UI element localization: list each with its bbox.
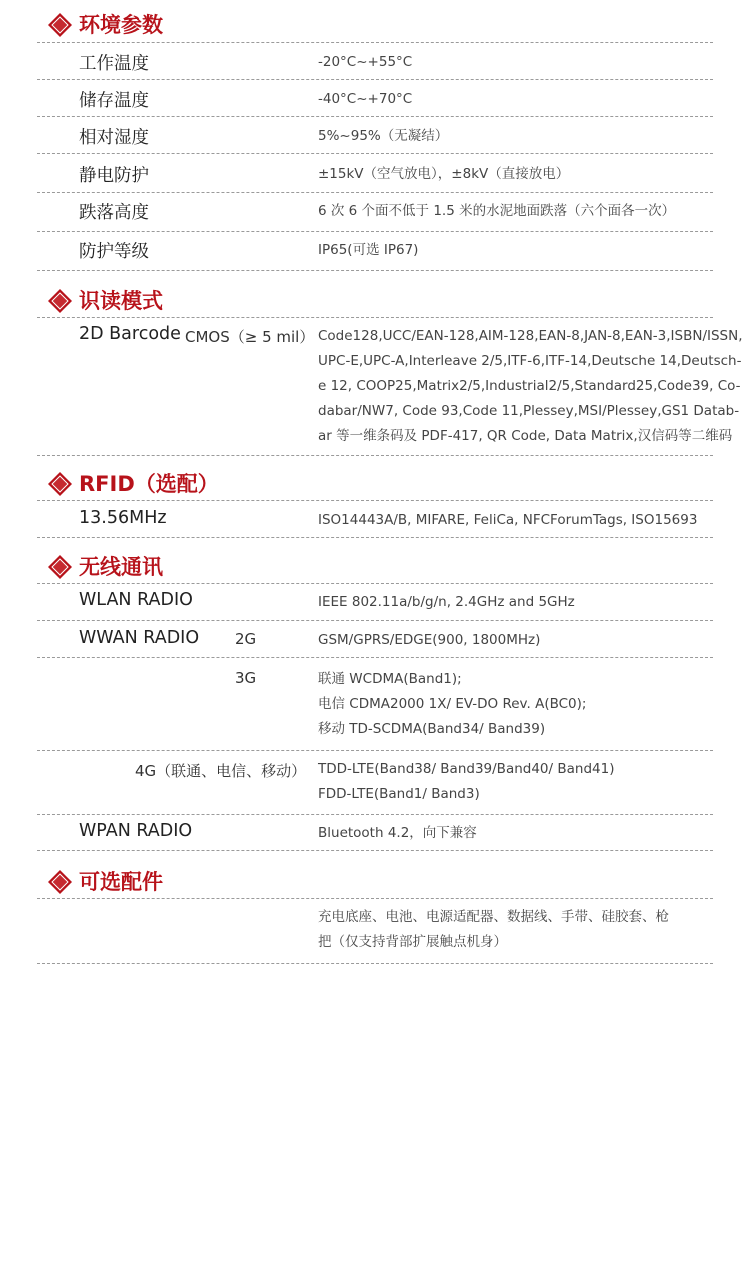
section-header-environment — [37, 12, 713, 52]
spec-label: WWAN RADIO — [79, 628, 200, 648]
spec-label: WPAN RADIO — [79, 821, 193, 841]
spec-value: IP65(可选 IP67) — [318, 242, 419, 258]
section-header-rfid — [37, 471, 713, 511]
value-line: Code128,UCC/EAN-128,AIM-128,EAN-8,JAN-8,EAN-3,ISBN/ISSN, — [318, 328, 743, 344]
divider — [37, 850, 713, 851]
spec-value: 6 次 6 个面不低于 1.5 米的水泥地面跌落（六个面各一次） — [318, 203, 676, 219]
diamond-icon — [47, 288, 73, 314]
diamond-icon — [47, 554, 73, 580]
divider — [37, 231, 713, 232]
spec-row — [37, 48, 713, 78]
section-header-accessories — [37, 869, 713, 909]
value-line: TDD-LTE(Band38/ Band39/Band40/ Band41) — [318, 761, 615, 777]
spec-sublabel: 2G — [235, 630, 257, 648]
spec-row — [37, 588, 713, 618]
spec-value: Bluetooth 4.2，向下兼容 — [318, 825, 477, 841]
divider — [37, 500, 713, 501]
spec-row — [37, 197, 713, 227]
spec-label: 13.56MHz — [79, 508, 167, 528]
spec-value: -20°C~+55°C — [318, 54, 413, 70]
spec-value — [318, 757, 718, 807]
spec-label: 相对湿度 — [79, 128, 149, 148]
spec-row — [37, 666, 713, 746]
section-title: 可选配件 — [79, 870, 163, 894]
value-line: FDD-LTE(Band1/ Band3) — [318, 786, 480, 802]
spec-label: 跌落高度 — [79, 203, 149, 223]
value-line: 充电底座、电池、电源适配器、数据线、手带、硅胶套、枪 — [318, 909, 669, 925]
value-line: UPC-E,UPC-A,Interleave 2/5,ITF-6,ITF-14,Deutsche 14,Deutsch- — [318, 353, 742, 369]
value-line: ar 等一维条码及 PDF-417, QR Code, Data Matrix,汉信码等二维码 — [318, 428, 733, 444]
divider — [37, 455, 713, 456]
spec-label: 工作温度 — [79, 54, 149, 74]
spec-row — [37, 506, 713, 536]
spec-row — [37, 756, 713, 811]
spec-value: ±15kV（空气放电），±8kV（直接放电） — [318, 166, 570, 182]
spec-row — [37, 626, 713, 656]
spec-value — [318, 324, 743, 449]
section-title: 识读模式 — [79, 289, 163, 313]
spec-value: ISO14443A/B, MIFARE, FeliCa, NFCForumTags, ISO15693 — [318, 512, 698, 528]
diamond-icon — [47, 869, 73, 895]
value-line: 联通 WCDMA(Band1); — [318, 671, 462, 687]
spec-label: 防护等级 — [79, 242, 149, 262]
spec-row — [37, 122, 713, 152]
spec-value: GSM/GPRS/EDGE(900, 1800MHz) — [318, 632, 541, 648]
spec-row — [37, 236, 713, 266]
spec-row — [37, 160, 713, 190]
spec-sublabel: 3G — [235, 669, 257, 687]
divider — [37, 898, 713, 899]
spec-label: 静电防护 — [79, 166, 149, 186]
spec-value — [318, 905, 718, 955]
section-title: 无线通讯 — [79, 555, 163, 579]
divider — [37, 116, 713, 117]
spec-sublabel: CMOS（≥ 5 mil） — [185, 328, 315, 346]
divider — [37, 79, 713, 80]
divider — [37, 657, 713, 658]
spec-row — [37, 905, 713, 960]
spec-value: IEEE 802.11a/b/g/n, 2.4GHz and 5GHz — [318, 594, 575, 610]
spec-value: 5%~95%（无凝结） — [318, 128, 449, 144]
spec-label: 2D Barcode — [79, 324, 181, 344]
spec-sublabel: 4G（联通、电信、移动） — [135, 762, 307, 780]
spec-row — [37, 819, 713, 849]
spec-row — [37, 322, 743, 452]
divider — [37, 317, 713, 318]
divider — [37, 963, 713, 964]
diamond-icon — [47, 12, 73, 38]
spec-value — [318, 667, 718, 742]
divider — [37, 814, 713, 815]
spec-row — [37, 85, 713, 115]
divider — [37, 270, 713, 271]
divider — [37, 583, 713, 584]
divider — [37, 153, 713, 154]
section-title: RFID（选配） — [79, 472, 219, 496]
spec-value: -40°C~+70°C — [318, 91, 413, 107]
divider — [37, 537, 713, 538]
divider — [37, 750, 713, 751]
value-line: 电信 CDMA2000 1X/ EV-DO Rev. A(BC0); — [318, 696, 587, 712]
spec-label: 储存温度 — [79, 91, 149, 111]
divider — [37, 192, 713, 193]
value-line: 把（仅支持背部扩展触点机身） — [318, 934, 507, 950]
value-line: 移动 TD-SCDMA(Band34/ Band39) — [318, 721, 546, 737]
value-line: dabar/NW7, Code 93,Code 11,Plessey,MSI/Plessey,GS1 Datab- — [318, 403, 740, 419]
section-title: 环境参数 — [79, 13, 163, 37]
value-line: e 12, COOP25,Matrix2/5,Industrial2/5,Standard25,Code39, Co- — [318, 378, 741, 394]
spec-label: WLAN RADIO — [79, 590, 193, 610]
divider — [37, 620, 713, 621]
diamond-icon — [47, 471, 73, 497]
divider — [37, 42, 713, 43]
